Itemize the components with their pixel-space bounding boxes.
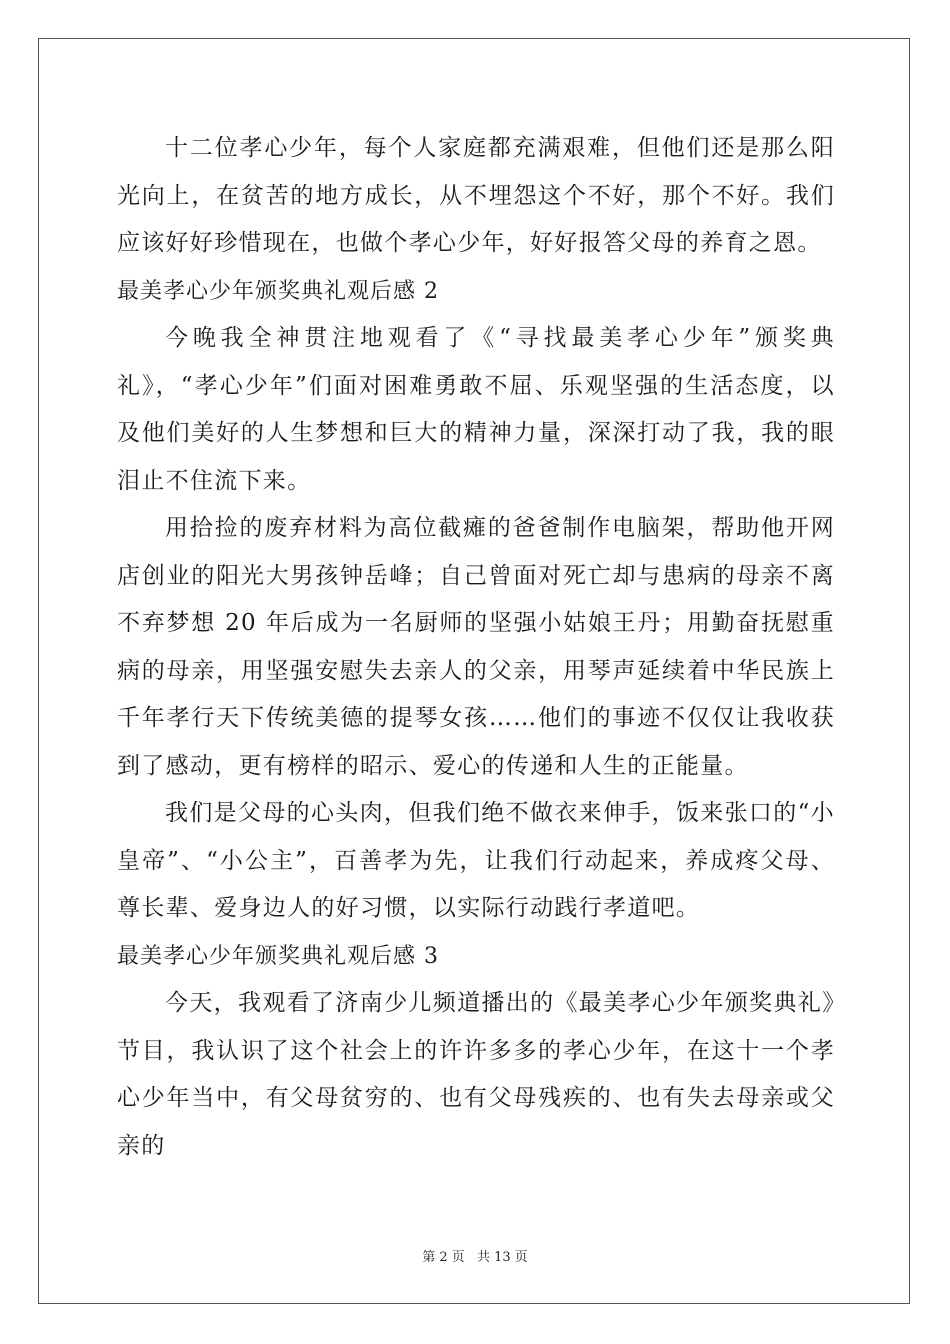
section-heading-3: 最美孝心少年颁奖典礼观后感 3	[117, 943, 439, 969]
section-heading-2: 最美孝心少年颁奖典礼观后感 2	[117, 278, 439, 304]
total-pages: 共 13 页	[476, 1250, 528, 1265]
paragraph-2: 今晚我全神贯注地观看了《“寻找最美孝心少年”颁奖典礼》，“孝心少年”们面对困难勇敢不屈、乐观坚强的生活态度，以及他们美好的人生梦想和巨大的精神力量，深深打动了我，我的眼泪止不住流下来。	[117, 325, 835, 494]
document-body	[117, 125, 835, 1170]
page-number: 第 2 页	[422, 1250, 465, 1265]
page-footer	[0, 1246, 950, 1265]
paragraph-4: 我们是父母的心头肉，但我们绝不做衣来伸手，饭来张口的“小皇帝”、“小公主”，百善孝为先，让我们行动起来，养成疼父母、尊长辈、爱身边人的好习惯，以实际行动践行孝道吧。	[117, 800, 835, 921]
paragraph-1: 十二位孝心少年，每个人家庭都充满艰难，但他们还是那么阳光向上，在贫苦的地方成长，从不埋怨这个不好，那个不好。我们应该好好珍惜现在，也做个孝心少年，好好报答父母的养育之恩。	[117, 135, 835, 256]
paragraph-3: 用拾捡的废弃材料为高位截瘫的爸爸制作电脑架，帮助他开网店创业的阳光大男孩钟岳峰；自己曾面对死亡却与患病的母亲不离不弃梦想 20 年后成为一名厨师的坚强小姑娘王丹；用勤奋抚慰重病的母亲，用坚强安慰失去亲人的父亲，用琴声延续着中华民族上千年孝行天下传统美德的提琴女孩……他们的事迹不仅仅让我收获到了感动，更有榜样的昭示、爱心的传递和人生的正能量。	[117, 515, 835, 779]
paragraph-5: 今天，我观看了济南少儿频道播出的《最美孝心少年颁奖典礼》节目，我认识了这个社会上的许许多多的孝心少年，在这十一个孝心少年当中，有父母贫穷的、也有父母残疾的、也有失去母亲或父亲的	[117, 990, 835, 1159]
